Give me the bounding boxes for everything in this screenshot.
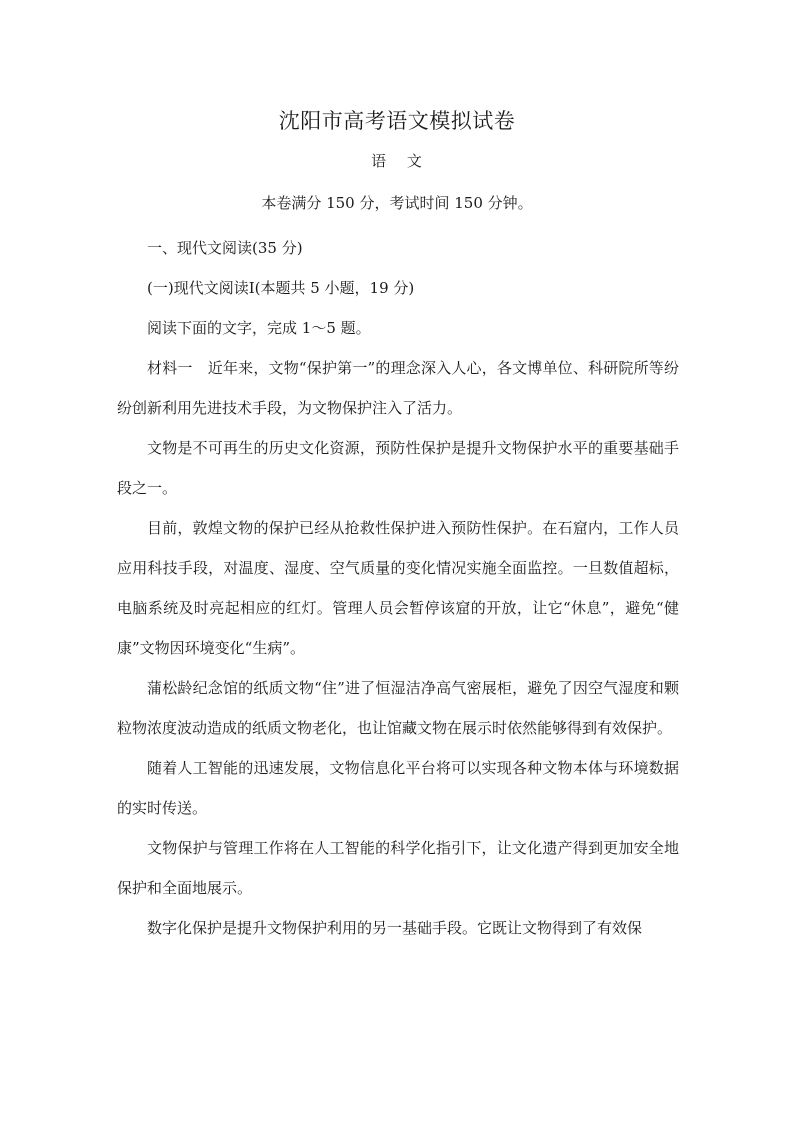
paragraph: 随着人工智能的迅速发展，文物信息化平台将可以实现各种文物本体与环境数据的实时传送。 <box>117 759 679 817</box>
exam-title: 沈阳市高考语文模拟试卷 <box>278 109 516 133</box>
section-heading: 一、现代文阅读(35 分) <box>147 239 303 257</box>
subject-label: 语 文 <box>371 152 423 170</box>
paragraph: 数字化保护是提升文物保护利用的另一基础手段。它既让文物得到了有效保 <box>147 919 643 937</box>
exam-info: 本卷满分 150 分，考试时间 150 分钟。 <box>261 194 533 212</box>
subsection-heading: (一)现代文阅读Ⅰ(本题共 5 小题，19 分) <box>147 279 415 297</box>
paragraph: 目前，敦煌文物的保护已经从抢救性保护进入预防性保护。在石窟内，工作人员应用科技手段，对温度、湿度、空气质量的变化情况实施全面监控。一旦数值超标，电脑系统及时亮起相应的红灯。管理人员会暂停该窟的开放，让它“休息”，避免“健康”文物因环境变化“生病”。 <box>117 519 679 657</box>
instruction-text: 阅读下面的文字，完成 1～5 题。 <box>147 319 371 337</box>
paragraph-material-one: 材料一 近年来，文物“保护第一”的理念深入人心，各文博单位、科研院所等纷纷创新利用先进技术手段，为文物保护注入了活力。 <box>117 359 679 417</box>
paragraph: 蒲松龄纪念馆的纸质文物“住”进了恒湿洁净高气密展柜，避免了因空气湿度和颗粒物浓度波动造成的纸质文物老化，也让馆藏文物在展示时依然能够得到有效保护。 <box>117 679 679 737</box>
paragraph: 文物是不可再生的历史文化资源，预防性保护是提升文物保护水平的重要基础手段之一。 <box>117 439 679 497</box>
paragraph: 文物保护与管理工作将在人工智能的科学化指引下，让文化遗产得到更加安全地保护和全面地展示。 <box>117 839 679 897</box>
exam-body <box>117 228 679 948</box>
